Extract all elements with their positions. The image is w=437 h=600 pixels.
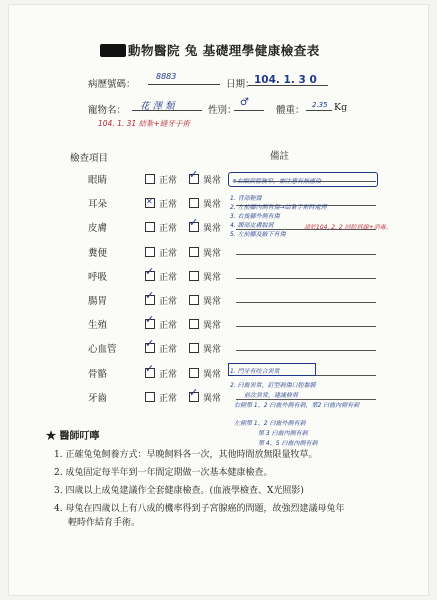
abnormal-label: 異常 bbox=[203, 200, 222, 210]
abnormal-label: 異常 bbox=[203, 249, 222, 259]
abnormal-label: 異常 bbox=[203, 176, 222, 186]
abnormal-checkbox[interactable] bbox=[189, 198, 199, 208]
abnormal-checkbox[interactable] bbox=[189, 247, 199, 257]
exam-item-name: 牙齒 bbox=[88, 393, 108, 404]
abnormal-checkbox[interactable] bbox=[189, 295, 199, 305]
remark-line bbox=[236, 350, 376, 351]
x-mark: ✕ bbox=[146, 197, 153, 206]
normal-label: 正常 bbox=[159, 321, 178, 331]
abnormal-checkbox[interactable] bbox=[189, 271, 199, 281]
remark-skin-1: 1. 背部輕微 bbox=[230, 195, 262, 202]
remark-line bbox=[236, 326, 376, 327]
remark-line bbox=[236, 302, 376, 303]
remarks-header: 備註 bbox=[270, 151, 290, 162]
remark-line bbox=[236, 278, 376, 279]
weight-unit: Kg bbox=[334, 102, 348, 113]
surgery-note: 104. 1. 31 結紮+縫牙手術 bbox=[98, 119, 190, 128]
redacted-clinic-name bbox=[100, 44, 126, 57]
exam-item-name: 眼睛 bbox=[88, 175, 108, 186]
abnormal-label: 異常 bbox=[203, 394, 222, 404]
weight-value: 2.35 bbox=[312, 101, 328, 109]
exam-item-name: 皮膚 bbox=[88, 223, 108, 234]
normal-checkbox[interactable] bbox=[145, 222, 155, 232]
sex-line bbox=[234, 110, 264, 111]
normal-label: 正常 bbox=[159, 273, 178, 283]
items-header: 檢查項目 bbox=[70, 153, 109, 164]
record-number-value: 8883 bbox=[156, 72, 177, 81]
pet-name-value: 花 澤 類 bbox=[140, 101, 175, 112]
check-mark: ✓ bbox=[145, 362, 155, 375]
record-number-line bbox=[148, 84, 220, 85]
record-number-label: 病歷號碼： bbox=[88, 79, 136, 90]
exam-item-name: 耳朵 bbox=[88, 199, 108, 210]
remark-skin-red: 請於104. 2. 2 回院拆線+消毒。 bbox=[304, 224, 392, 231]
advice-item-3: 3. 四歲以上成兔建議作全套健康檢查。(血液學檢查、X光照影) bbox=[54, 486, 304, 496]
remark-eye: ※右眼淚管狹窄，需注意有無感染 bbox=[232, 178, 322, 185]
advice-header: ★ 醫師叮嚀 bbox=[46, 431, 100, 442]
remark-skin-4: 4. 腹部皮膚脫屑 bbox=[230, 222, 274, 229]
date-label: 日期： bbox=[226, 79, 255, 90]
check-mark: ✓ bbox=[145, 265, 155, 278]
normal-label: 正常 bbox=[159, 394, 178, 404]
abnormal-label: 異常 bbox=[203, 321, 222, 331]
check-mark: ✓ bbox=[145, 337, 155, 350]
normal-label: 正常 bbox=[159, 176, 178, 186]
date-value: 104. 1. 3 0 bbox=[254, 74, 317, 86]
abnormal-label: 異常 bbox=[203, 273, 222, 283]
exam-item-name: 腸胃 bbox=[88, 296, 108, 307]
abnormal-label: 異常 bbox=[203, 297, 222, 307]
check-mark: ✓ bbox=[145, 313, 155, 326]
abnormal-label: 異常 bbox=[203, 224, 222, 234]
remark-teeth-1: 1. 門牙有咬合異常 bbox=[230, 368, 280, 375]
normal-label: 正常 bbox=[159, 249, 178, 259]
normal-label: 正常 bbox=[159, 224, 178, 234]
check-mark: ✓ bbox=[189, 168, 199, 181]
weight-line bbox=[306, 110, 332, 111]
sex-value: ♂ bbox=[240, 97, 249, 108]
remark-teeth-3: 前次異常，建議修剪 bbox=[244, 392, 299, 399]
advice-item-4-cont: 輕時作結育手術。 bbox=[68, 518, 141, 528]
normal-checkbox[interactable] bbox=[145, 392, 155, 402]
abnormal-checkbox[interactable] bbox=[189, 343, 199, 353]
advice-item-2: 2. 成兔固定每半年到一年間定期做一次基本健康檢查。 bbox=[54, 468, 273, 478]
advice-item-1: 1. 正確兔兔飼養方式：早晚飼料各一次，其他時間放無限量牧草。 bbox=[54, 450, 318, 460]
exam-item-name: 呼吸 bbox=[88, 272, 108, 283]
abnormal-checkbox[interactable] bbox=[189, 319, 199, 329]
remark-teeth-7: 第 4、5 臼齒內側有刺 bbox=[258, 440, 318, 447]
remark-teeth-2: 2. 臼齒異常，釘型刺傷口腔黏膜 bbox=[230, 382, 316, 389]
exam-item-name: 糞便 bbox=[88, 248, 108, 259]
check-mark: ✓ bbox=[145, 289, 155, 302]
remark-line bbox=[236, 254, 376, 255]
pet-name-label: 寵物名： bbox=[88, 105, 127, 116]
abnormal-label: 異常 bbox=[203, 345, 222, 355]
normal-label: 正常 bbox=[159, 200, 178, 210]
exam-form bbox=[8, 4, 429, 596]
normal-checkbox[interactable] bbox=[145, 247, 155, 257]
check-mark: ✓ bbox=[189, 216, 199, 229]
exam-item-name: 生殖 bbox=[88, 320, 108, 331]
advice-item-4: 4. 母兔在四歲以上有八成的機率得到子宮腺癌的問題，故強烈建議母兔年 bbox=[54, 504, 345, 514]
remark-teeth-4: 右側第 1、2 臼齒外側有刺，第2 臼齒內側有刺 bbox=[234, 402, 360, 409]
pet-name-line bbox=[132, 110, 202, 111]
sex-label: 性別： bbox=[208, 105, 237, 116]
check-mark: ✓ bbox=[189, 386, 199, 399]
exam-item-name: 骨骼 bbox=[88, 369, 108, 380]
normal-checkbox[interactable] bbox=[145, 174, 155, 184]
abnormal-checkbox[interactable] bbox=[189, 368, 199, 378]
exam-item-name: 心血管 bbox=[88, 344, 117, 355]
normal-label: 正常 bbox=[159, 345, 178, 355]
remark-skin-5: 5. 左前腳及腋下有傷 bbox=[230, 231, 286, 238]
weight-label: 體重： bbox=[276, 105, 305, 116]
normal-label: 正常 bbox=[159, 297, 178, 307]
abnormal-label: 異常 bbox=[203, 370, 222, 380]
remark-teeth-6: 第 3 臼齒內側有刺 bbox=[258, 430, 308, 437]
remark-teeth-5: 左側第 1、2 臼齒外側有刺 bbox=[234, 420, 306, 427]
form-title: 動物醫院 兔 基礎理學健康檢查表 bbox=[128, 43, 320, 58]
remark-skin-3: 3. 右後腳外側有傷 bbox=[230, 213, 280, 220]
normal-label: 正常 bbox=[159, 370, 178, 380]
date-line bbox=[248, 85, 328, 86]
remark-skin-2: 2. 左前腳內側有傷→結紮手術時處理 bbox=[230, 204, 327, 211]
